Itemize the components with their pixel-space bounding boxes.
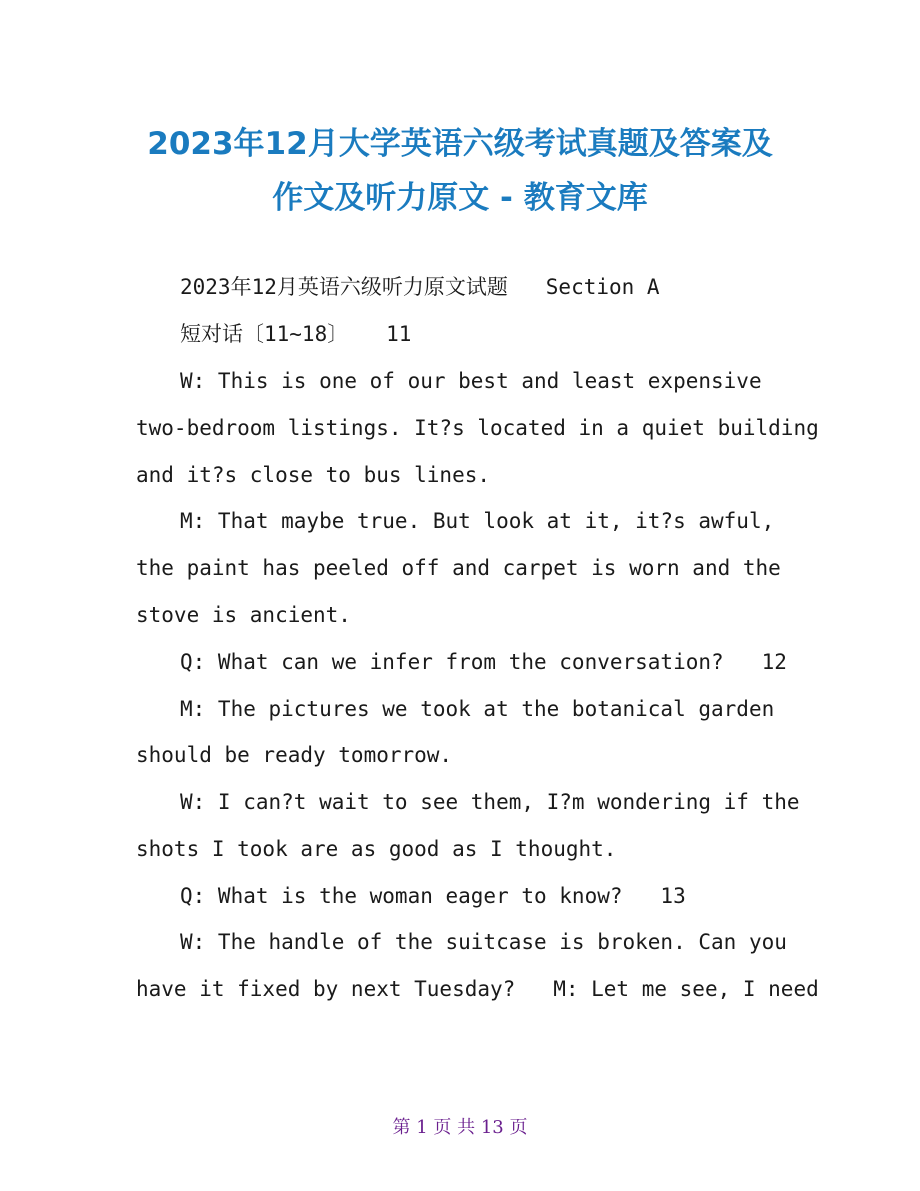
- text-line: and it?s close to bus lines.: [136, 463, 491, 487]
- text-line: 2023年12月英语六级听力原文试题 Section A: [180, 275, 660, 299]
- text-line: M: The pictures we took at the botanical garden: [180, 697, 775, 721]
- text-line: two-bedroom listings. It?s located in a quiet building: [136, 416, 819, 440]
- text-line: Q: What is the woman eager to know? 13: [180, 884, 686, 908]
- text-line: W: I can?t wait to see them, I?m wondering if the: [180, 790, 800, 814]
- text-line: stove is ancient.: [136, 603, 351, 627]
- text-line: should be ready tomorrow.: [136, 743, 453, 767]
- text-line: W: This is one of our best and least expensive: [180, 369, 762, 393]
- text-line: W: The handle of the suitcase is broken. Can you: [180, 930, 787, 954]
- document-title-line-1: 2023年12月大学英语六级考试真题及答案及: [147, 126, 773, 162]
- text-line: 短对话〔11~18〕 11: [180, 322, 412, 346]
- document-title-line-2: 作文及听力原文 - 教育文库: [272, 180, 648, 216]
- text-line: shots I took are as good as I thought.: [136, 837, 617, 861]
- text-line: M: That maybe true. But look at it, it?s awful,: [180, 509, 775, 533]
- text-line: Q: What can we infer from the conversation? 12: [180, 650, 787, 674]
- text-line: the paint has peeled off and carpet is worn and the: [136, 556, 781, 580]
- text-line: have it fixed by next Tuesday? M: Let me see, I need: [136, 977, 819, 1001]
- page-number-footer: 第 1 页 共 13 页: [392, 1117, 528, 1138]
